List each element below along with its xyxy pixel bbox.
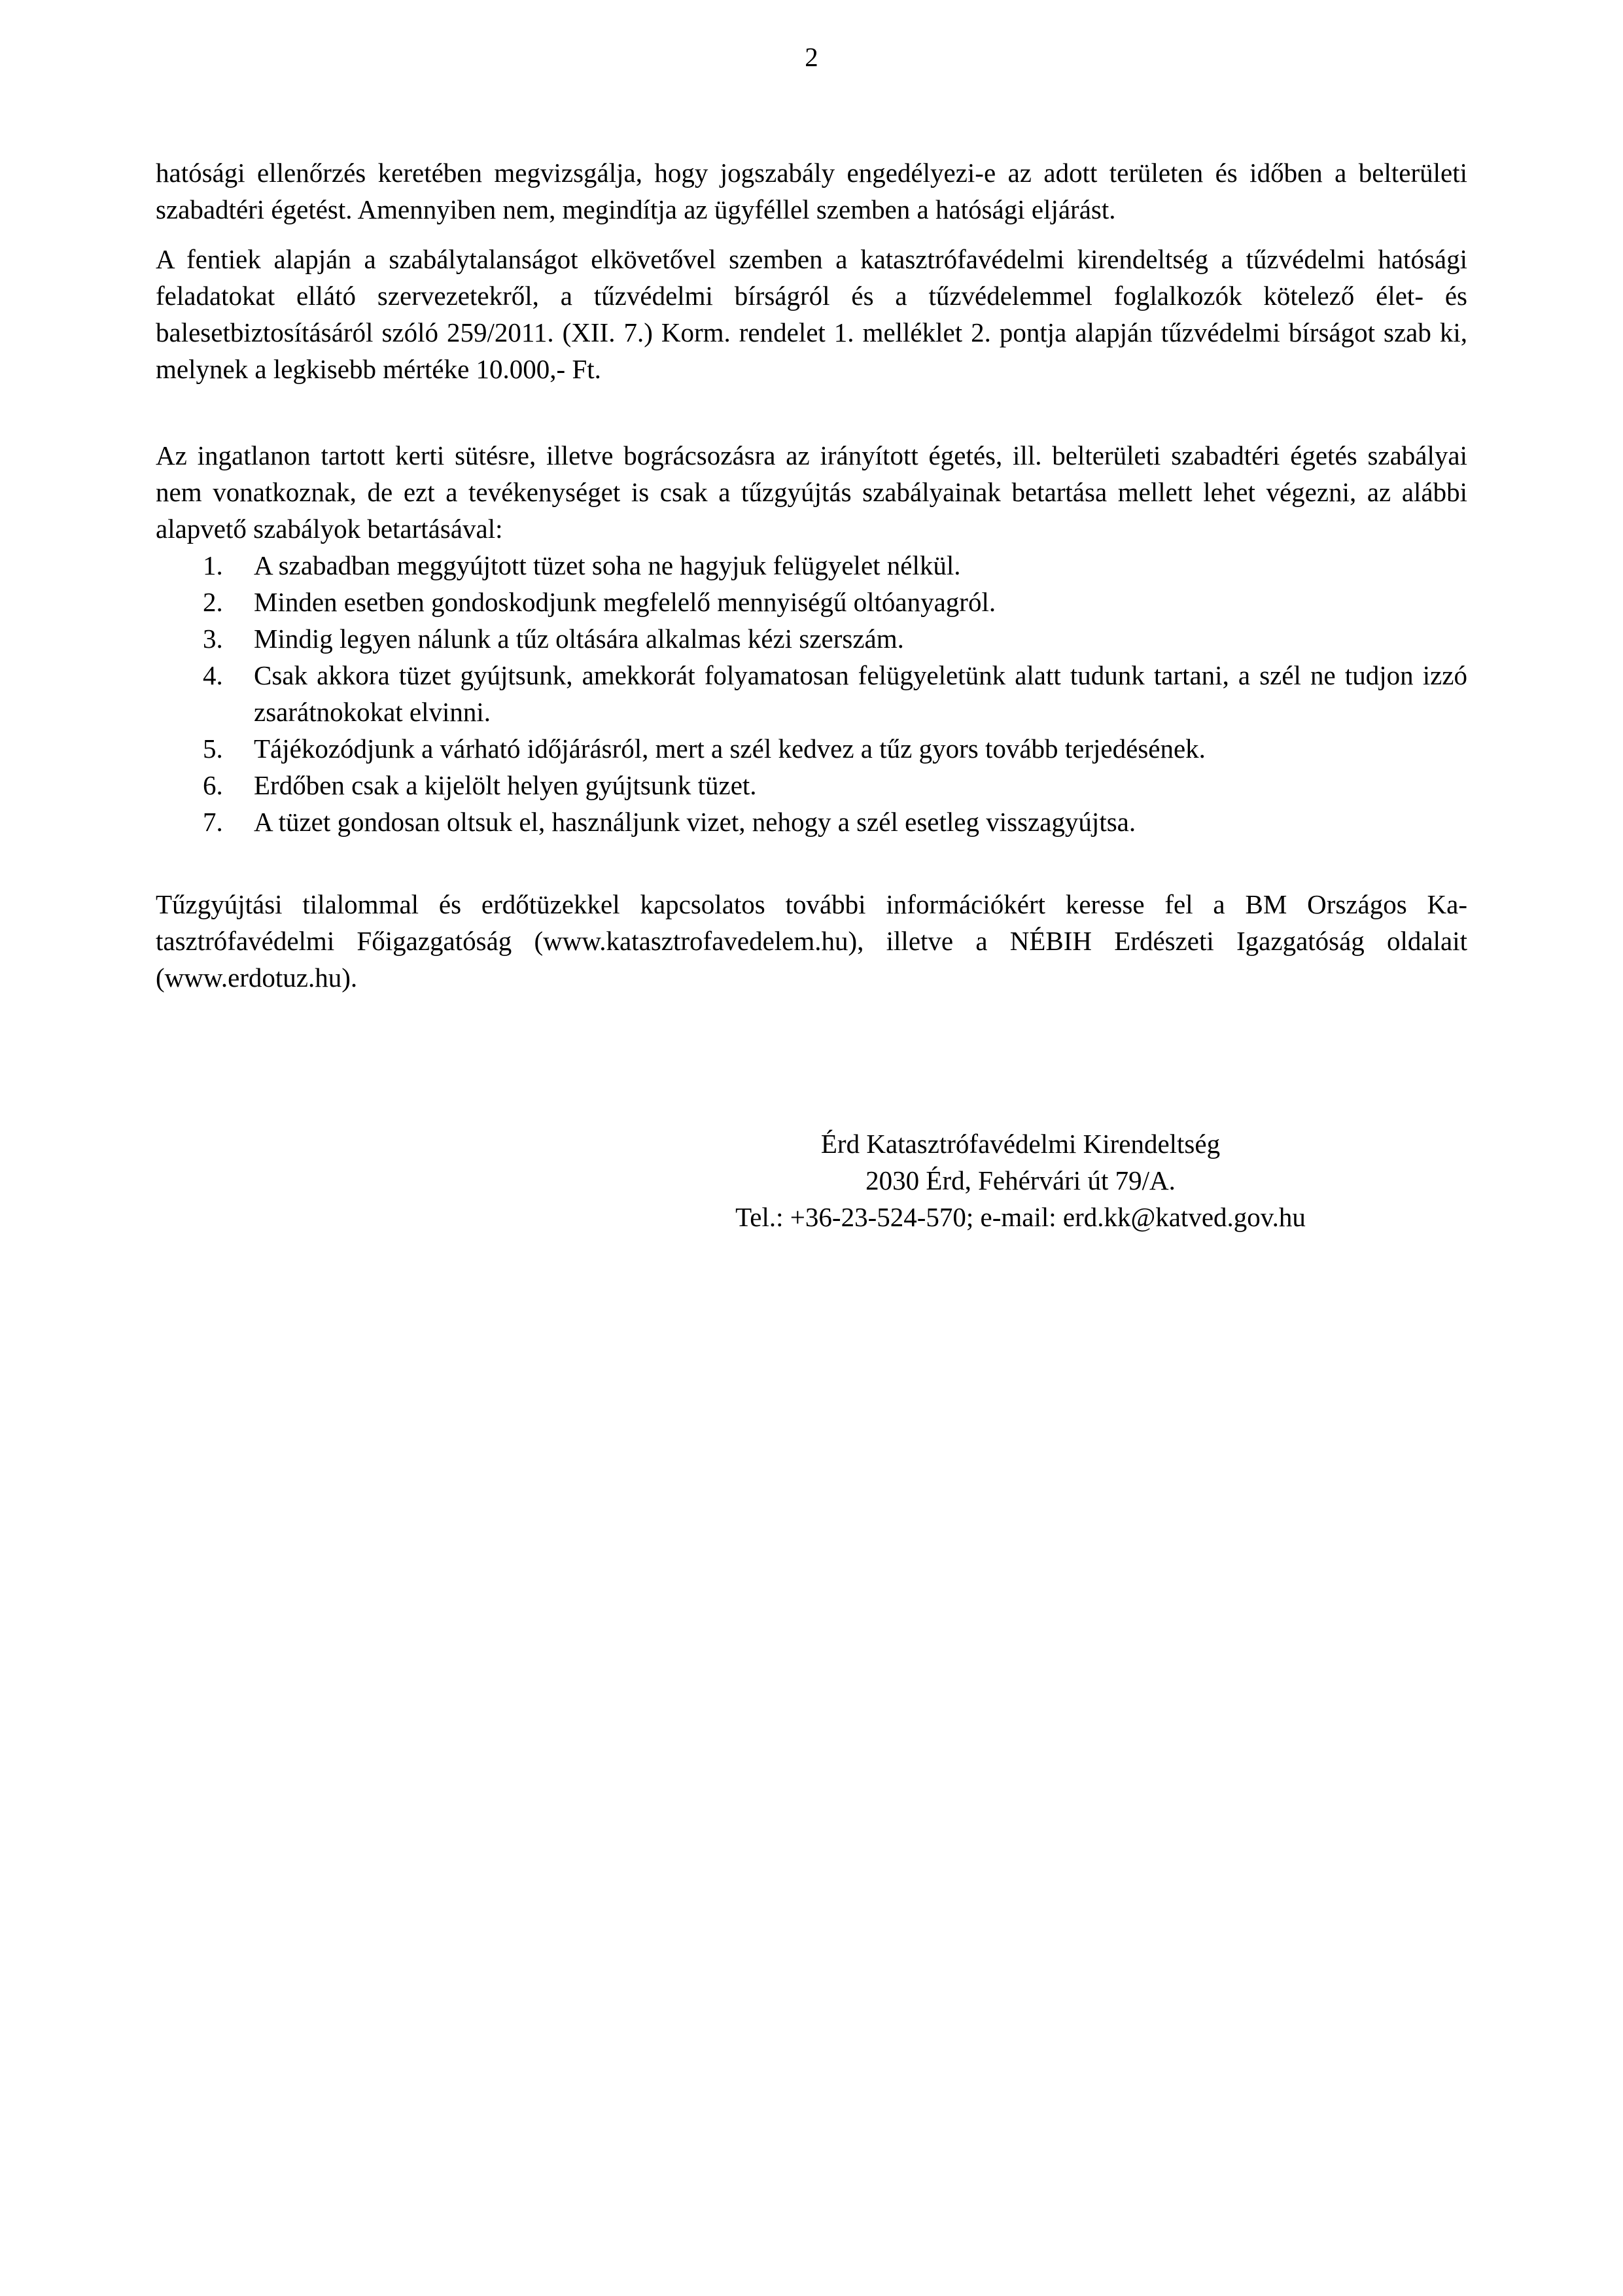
signature-contact: Tel.: +36-23-524-570; e-mail: erd.kk@katved.gov.hu: [735, 1202, 1306, 1232]
paragraph-inspection: hatósági ellenőrzés keretében megvizsgálja, hogy jogszabály engedélyezi-e az adott területen és időben a belterületi szabadtéri égetést. Amennyiben nem, megindítja az ügyféllel szemben a hatósági eljárást.: [156, 158, 1467, 224]
list-item-text: Tájékozódjunk a várható időjárásról, mert a szél kedvez a tűz gyors tovább terjedésének.: [254, 733, 1206, 764]
list-item: [156, 620, 1467, 657]
signature-office: Érd Katasztrófavédelmi Kirendeltség: [820, 1129, 1221, 1159]
fire-safety-rules-list: [156, 547, 1467, 840]
signature-block: [693, 1125, 1348, 1235]
list-item-text: Csak akkora tüzet gyújtsunk, amekkorát folyamatosan felügyeletünk alatt tudunk tartani, a szél ne tudjon izzó zsarátnokokat elvinni.: [254, 660, 1467, 727]
list-item-number: 7.: [203, 807, 223, 837]
list-item-text: Mindig legyen nálunk a tűz oltására alkalmas kézi szerszám.: [254, 624, 904, 654]
list-item-text: Minden esetben gondoskodjunk megfelelő mennyiségű oltóanyagról.: [254, 587, 996, 617]
list-item: [156, 657, 1467, 730]
list-item: [156, 767, 1467, 804]
list-item: [156, 804, 1467, 840]
list-item-number: 1.: [203, 550, 223, 580]
list-item-text: A tüzet gondosan oltsuk el, használjunk vizet, nehogy a szél esetleg visszagyújtsa.: [254, 807, 1136, 837]
list-item-number: 2.: [203, 587, 223, 617]
list-item-number: 5.: [203, 733, 223, 764]
list-item-text: Erdőben csak a kijelölt helyen gyújtsunk tüzet.: [254, 770, 757, 800]
list-item-number: 3.: [203, 624, 223, 654]
paragraph-more-info: Tűzgyújtási tilalommal és erdőtüzekkel kapcsolatos további információkért keresse fel a BM Országos Katasztrófavédelmi Főigazgatóság (www.katasztrofavedelem.hu), illetve a NÉBIH Erdészeti Igazgatóság oldalait (www.erdotuz.hu).: [156, 889, 1467, 993]
list-item-text: A szabadban meggyújtott tüzet soha ne hagyjuk felügyelet nélkül.: [254, 550, 961, 580]
paragraph-fine: A fentiek alapján a szabálytalanságot elkövetővel szemben a katasztrófavédelmi kirendeltség a tűzvédelmi hatósági feladatokat ellátó szervezetekről, a tűzvédelmi bírságról és a tűzvédelemmel foglalkozók kötelező élet- és balesetbiztosításáról szóló 259/2011. (XII. 7.) Korm. rendelet 1. melléklet 2. pontja alapján tűzvédelmi bírságot szab ki, melynek a legkisebb mértéke 10.000,- Ft.: [156, 244, 1467, 384]
document-body: [156, 154, 1467, 996]
list-item: [156, 584, 1467, 620]
list-item: [156, 730, 1467, 767]
list-item-number: 6.: [203, 770, 223, 800]
paragraph-barbecue-rules-intro: Az ingatlanon tartott kerti sütésre, illetve bográcsozásra az irányított égetés, ill. belterületi szabadtéri égetés szabályai nem vonatkoznak, de ezt a tevékenységet is csak a tűzgyújtás szabályainak betartása mellett lehet végezni, az alábbi alapvető szabályok betartásával:: [156, 440, 1467, 544]
list-item-number: 4.: [203, 660, 223, 690]
list-item: [156, 547, 1467, 584]
signature-address: 2030 Érd, Fehérvári út 79/A.: [865, 1165, 1176, 1195]
page-number: 2: [805, 42, 818, 72]
